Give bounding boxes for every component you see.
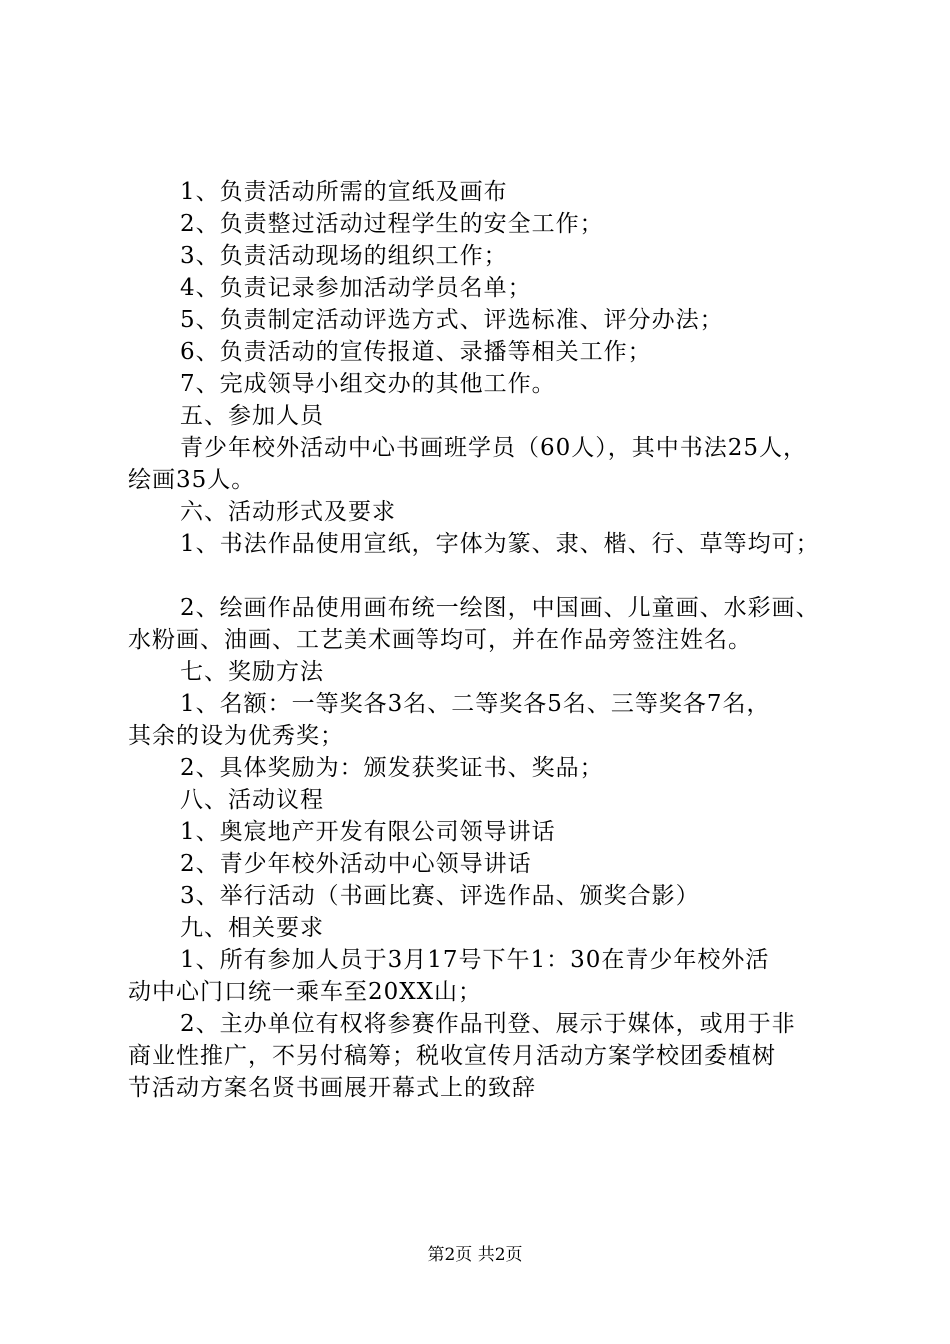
text-line: 5、负责制定活动评选方式、评选标准、评分办法； (180, 307, 724, 333)
text-line: 其余的设为优秀奖； (128, 723, 344, 749)
text-line: 青少年校外活动中心书画班学员（60人），其中书法25人， (180, 435, 808, 461)
text-line: 2、主办单位有权将参赛作品刊登、展示于媒体，或用于非 (180, 1011, 796, 1037)
text-line: 水粉画、油画、工艺美术画等均可，并在作品旁签注姓名。 (128, 627, 752, 653)
text-line: 3、负责活动现场的组织工作； (180, 243, 508, 269)
text-line: 2、青少年校外活动中心领导讲话 (180, 851, 532, 877)
text-line: 2、绘画作品使用画布统一绘图，中国画、儿童画、水彩画、 (180, 595, 820, 621)
text-line: 2、具体奖励为：颁发获奖证书、奖品； (180, 755, 604, 781)
text-line: 1、所有参加人员于3月17号下午1：30在青少年校外活 (180, 947, 770, 973)
text-line: 动中心门口统一乘车至20XX山； (128, 979, 483, 1005)
text-line: 4、负责记录参加活动学员名单； (180, 275, 532, 301)
text-line: 节活动方案名贤书画展开幕式上的致辞 (128, 1075, 536, 1101)
text-line: 商业性推广，不另付稿筹；税收宣传月活动方案学校团委植树 (128, 1043, 776, 1069)
text-line: 6、负责活动的宣传报道、录播等相关工作； (180, 339, 652, 365)
blank-line (128, 560, 848, 592)
page-footer: 第2页 共2页 (427, 1245, 523, 1265)
text-line: 1、奥宸地产开发有限公司领导讲话 (180, 819, 556, 845)
section-heading: 六、活动形式及要求 (180, 499, 396, 525)
text-line: 1、名额：一等奖各3名、二等奖各5名、三等奖各7名， (180, 691, 771, 717)
section-heading: 八、活动议程 (180, 787, 324, 813)
text-line: 7、完成领导小组交办的其他工作。 (180, 371, 556, 397)
text-line: 1、书法作品使用宣纸，字体为篆、隶、楷、行、草等均可； (180, 531, 820, 557)
section-heading: 五、参加人员 (180, 403, 324, 429)
section-heading: 七、奖励方法 (180, 659, 324, 685)
text-line: 1、负责活动所需的宣纸及画布 (180, 179, 508, 205)
section-heading: 九、相关要求 (180, 915, 324, 941)
text-line: 3、举行活动（书画比赛、评选作品、颁奖合影） (180, 883, 700, 909)
text-line: 2、负责整过活动过程学生的安全工作； (180, 211, 604, 237)
document-body (128, 176, 848, 1104)
text-line: 绘画35人。 (128, 467, 256, 493)
